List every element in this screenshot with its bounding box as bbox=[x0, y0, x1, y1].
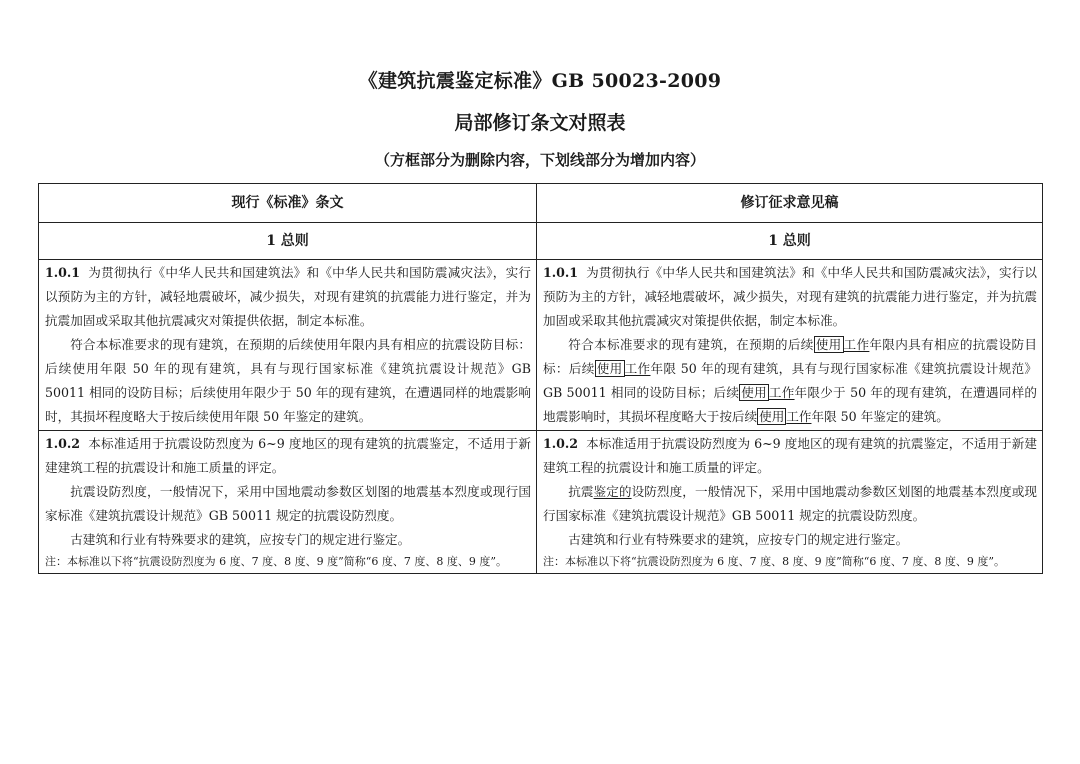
clause-102-current bbox=[39, 431, 537, 574]
section-title-left: 1 总则 bbox=[39, 223, 537, 260]
added-text: 工作 bbox=[768, 385, 795, 400]
section-row bbox=[39, 223, 1043, 260]
deleted-text: 使用 bbox=[596, 361, 623, 376]
table-row bbox=[39, 260, 1043, 431]
deleted-text: 使用 bbox=[759, 409, 785, 424]
header-revision-draft: 修订征求意见稿 bbox=[537, 184, 1043, 223]
section-title-right: 1 总则 bbox=[537, 223, 1043, 260]
added-text: 工作 bbox=[624, 361, 651, 376]
clause-102-revised-p2 bbox=[543, 480, 1037, 528]
clause-number: 1.0.1 bbox=[45, 265, 81, 280]
document-title: 《建筑抗震鉴定标准》GB 50023-2009 bbox=[358, 70, 722, 92]
table-row bbox=[39, 431, 1043, 574]
comparison-table bbox=[38, 183, 1043, 574]
clause-101-revised bbox=[537, 260, 1043, 431]
clause-text: 为贯彻执行《中华人民共和国建筑法》和《中华人民共和国防震减灾法》，实行以预防为主的方针，减轻地震破坏，减少损失，对现有建筑的抗震能力进行鉴定，并为抗震加固或采取其他抗震减灾对策提供依据，制定本标准。 bbox=[543, 265, 1037, 328]
clause-text: 本标准适用于抗震设防烈度为 6~9 度地区的现有建筑的抗震鉴定，不适用于新建建筑工程的抗震设计和施工质量的评定。 bbox=[543, 436, 1037, 475]
clause-101-revised-p2 bbox=[543, 333, 1037, 429]
clause-text: 年限 50 年鉴定的建筑。 bbox=[811, 409, 949, 424]
added-text: 工作 bbox=[843, 337, 870, 352]
table-header-row bbox=[39, 184, 1043, 223]
clause-text: 年限少于 50 年的现有建筑，在遭遇同样的地震影响时，其损坏程度略大于按后续 bbox=[543, 385, 1037, 424]
clause-text: 为贯彻执行《中华人民共和国建筑法》和《中华人民共和国防震减灾法》，实行以预防为主的方针，减轻地震破坏，减少损失，对现有建筑的抗震能力进行鉴定，并为抗震加固或采取其他抗震减灾对策提供依据，制定本标准。 bbox=[45, 265, 531, 328]
clause-number: 1.0.2 bbox=[543, 436, 579, 451]
clause-text: 抗震 bbox=[568, 484, 594, 499]
clause-102-current-p2: 抗震设防烈度，一般情况下，采用中国地震动参数区划图的地震基本烈度或现行国家标准《建筑抗震设计规范》GB 50011 规定的抗震设防烈度。 bbox=[45, 484, 531, 523]
added-text: 鉴定的 bbox=[593, 484, 632, 499]
clause-101-current-p1 bbox=[45, 261, 531, 333]
clause-102-revised-p3: 古建筑和行业有特殊要求的建筑，应按专门的规定进行鉴定。 bbox=[568, 532, 909, 547]
clause-102-current-p3: 古建筑和行业有特殊要求的建筑，应按专门的规定进行鉴定。 bbox=[70, 532, 411, 547]
clause-101-current-p2: 符合本标准要求的现有建筑，在预期的后续使用年限内具有相应的抗震设防目标：后续使用年限 50 年的现有建筑，具有与现行国家标准《建筑抗震设计规范》GB 50011 相同的设防目标；后续使用年限少于 50 年的现有建筑，在遭遇同样的地震影响时，其损坏程度略大于按后续使用年限 50 年鉴定的建筑。 bbox=[45, 337, 531, 424]
clause-number: 1.0.1 bbox=[543, 265, 579, 280]
deleted-text: 使用 bbox=[741, 385, 767, 400]
clause-number: 1.0.2 bbox=[45, 436, 81, 451]
clause-text: 年限内具有相应的抗震设防目标：后续 bbox=[543, 337, 1038, 376]
clause-102-revised-note: 注：本标准以下将“抗震设防烈度为 6 度、7 度、8 度、9 度”简称“6 度、7 度、8 度、9 度”。 bbox=[543, 555, 1005, 568]
document-legend-note: （方框部分为删除内容，下划线部分为增加内容） bbox=[374, 151, 705, 169]
header-current-standard: 现行《标准》条文 bbox=[39, 184, 537, 223]
document-subtitle: 局部修订条文对照表 bbox=[454, 112, 626, 134]
clause-text: 年限 50 年的现有建筑，具有与现行国家标准《建筑抗震设计规范》GB 50011 相同的设防目标；后续 bbox=[543, 361, 1038, 400]
clause-102-revised bbox=[537, 431, 1043, 574]
clause-102-current-note: 注：本标准以下将“抗震设防烈度为 6 度、7 度、8 度、9 度”简称“6 度、7 度、8 度、9 度”。 bbox=[45, 555, 507, 568]
clause-102-revised-p1 bbox=[543, 432, 1037, 480]
clause-101-revised-p1 bbox=[543, 261, 1037, 333]
clause-text: 设防烈度，一般情况下，采用中国地震动参数区划图的地震基本烈度或现行国家标准《建筑抗震设计规范》GB 50011 规定的抗震设防烈度。 bbox=[543, 484, 1038, 523]
added-text: 工作 bbox=[786, 409, 812, 424]
clause-102-current-p1 bbox=[45, 432, 531, 480]
clause-101-current bbox=[39, 260, 537, 431]
clause-text: 本标准适用于抗震设防烈度为 6~9 度地区的现有建筑的抗震鉴定，不适用于新建建筑工程的抗震设计和施工质量的评定。 bbox=[45, 436, 531, 475]
deleted-text: 使用 bbox=[815, 337, 842, 352]
clause-text: 符合本标准要求的现有建筑，在预期的后续 bbox=[568, 337, 814, 352]
